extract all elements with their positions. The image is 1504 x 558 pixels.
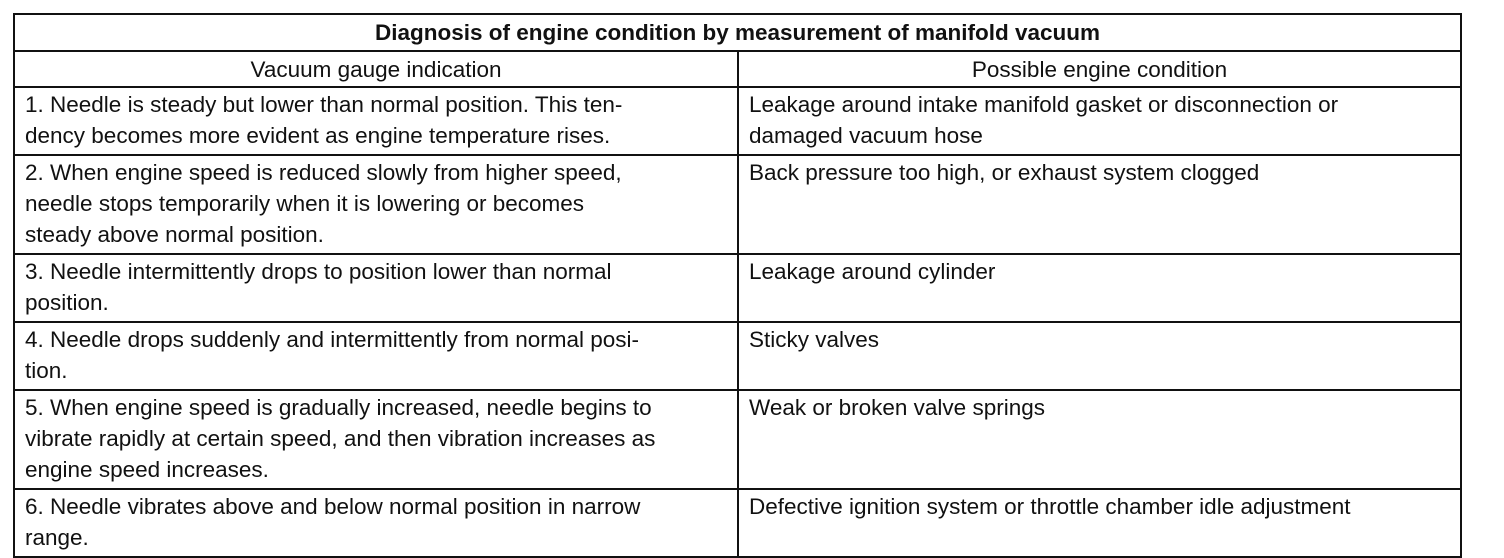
indication-line: steady above normal position. [25,222,324,247]
indication-cell [14,155,738,254]
indication-line: 4. Needle drops suddenly and intermittently from normal posi- [25,327,640,352]
column-header-condition: Possible engine condition [738,51,1461,87]
indication-line: position. [25,290,109,315]
title-row [14,14,1461,51]
indication-cell [14,254,738,322]
condition-line: Weak or broken valve springs [749,395,1045,420]
indication-cell [14,322,738,390]
condition-line: Defective ignition system or throttle chamber idle adjustment [749,494,1351,519]
table-row [14,87,1461,155]
indication-line: 1. Needle is steady but lower than normal position. This ten- [25,92,623,117]
table-title: Diagnosis of engine condition by measurement of manifold vacuum [14,14,1461,51]
indication-line: 2. When engine speed is reduced slowly from higher speed, [25,160,622,185]
condition-cell [738,322,1461,390]
indication-cell [14,390,738,489]
condition-line: Sticky valves [749,327,880,352]
condition-cell [738,155,1461,254]
indication-cell [14,489,738,557]
condition-line: Back pressure too high, or exhaust system clogged [749,160,1260,185]
indication-line: vibrate rapidly at certain speed, and then vibration increases as [25,426,656,451]
condition-cell [738,254,1461,322]
table-row [14,489,1461,557]
condition-line: Leakage around intake manifold gasket or disconnection or [749,92,1339,117]
condition-cell [738,87,1461,155]
table-row [14,155,1461,254]
table-row [14,390,1461,489]
indication-line: range. [25,525,89,550]
indication-line: 5. When engine speed is gradually increased, needle begins to [25,395,652,420]
table-row [14,322,1461,390]
indication-line: 3. Needle intermittently drops to position lower than normal [25,259,612,284]
header-row [14,51,1461,87]
indication-line: tion. [25,358,68,383]
indication-line: dency becomes more evident as engine temperature rises. [25,123,611,148]
indication-line: engine speed increases. [25,457,269,482]
condition-cell [738,390,1461,489]
indication-line: 6. Needle vibrates above and below normal position in narrow [25,494,641,519]
table-row [14,254,1461,322]
column-header-indication: Vacuum gauge indication [14,51,738,87]
condition-cell [738,489,1461,557]
indication-line: needle stops temporarily when it is lowering or becomes [25,191,585,216]
diagnosis-table [13,13,1462,558]
condition-line: Leakage around cylinder [749,259,996,284]
condition-line: damaged vacuum hose [749,123,983,148]
indication-cell [14,87,738,155]
